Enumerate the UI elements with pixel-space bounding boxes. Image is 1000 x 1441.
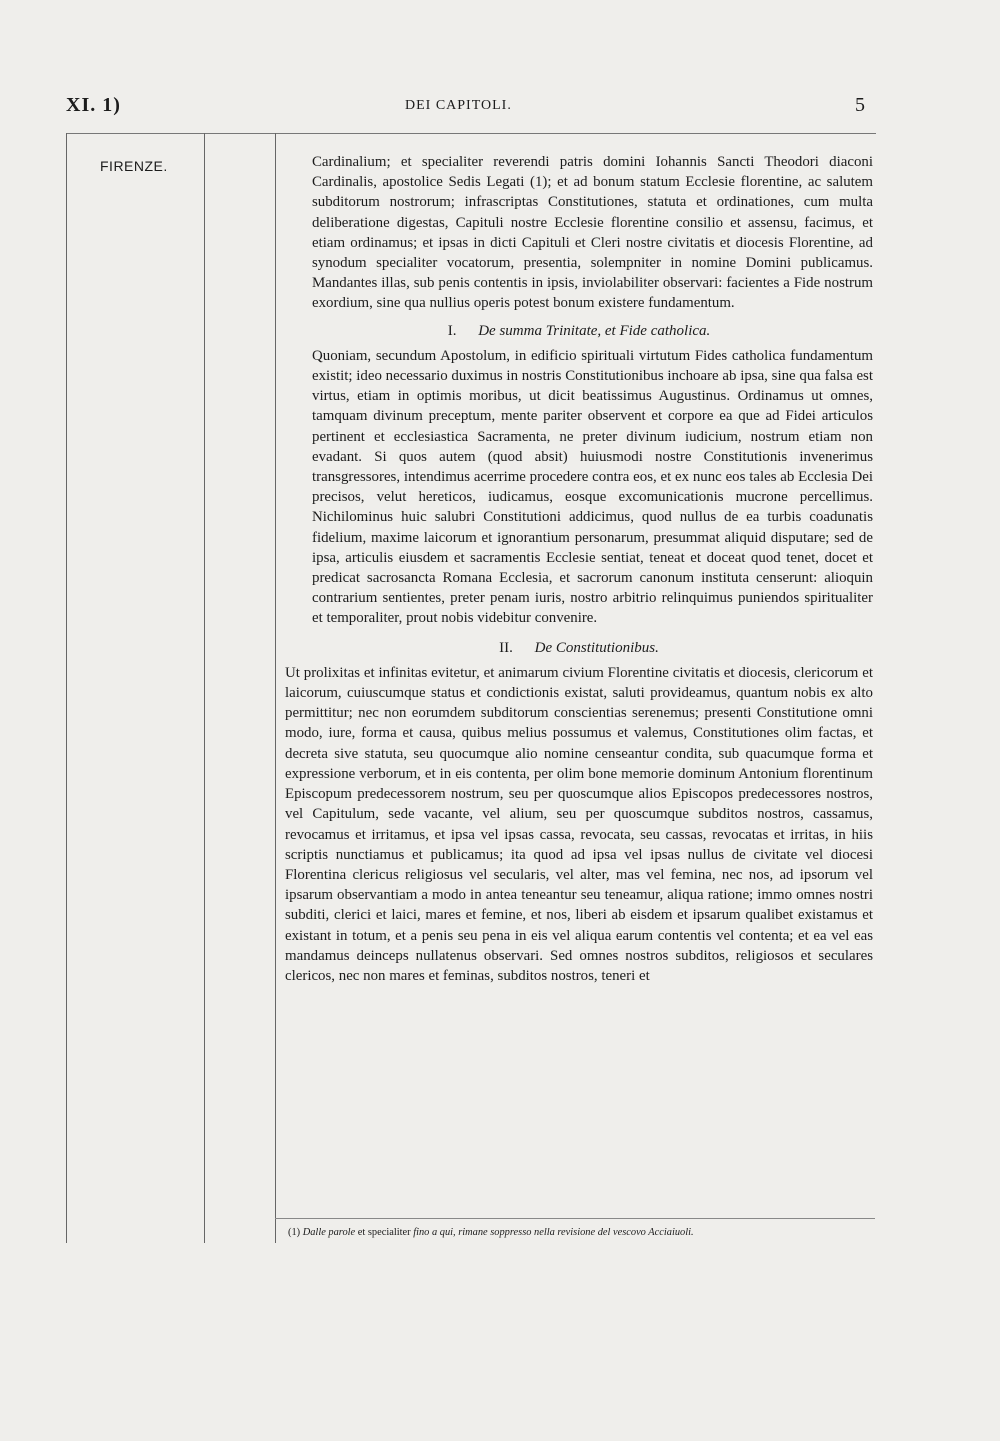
footnote-marker: (1) [288, 1227, 301, 1238]
section-title-1: De summa Trinitate, et Fide catholica. [478, 322, 711, 339]
paragraph-1: Cardinalium; et specialiter reverendi patris domini Iohannis Sancti Theodori diaconi Cardinalis, apostolice Sedis Legati (1); et ad bonum statum Ecclesie florentine, ac salutem subditorum nostrorum; infrascriptas Constitutiones, statuta et ordinationes, cum multa deliberatione digestas, Capituli nostre Ecclesie florentine consilio et assensu, facimus, et etiam ordinamus; et ipsas in dicti Capituli et Cleri nostre civitatis et diocesis Florentine, ad synodum specialiter vocatorum, presentia, solempniter in nomine Domini publicamus. Mandantes illas, sub penis contentis in ipsis, inviolabiliter observari: facientes a Fide nostrum exordium, sine qua nullius operis potest bonum existere fundamentum. [312, 154, 873, 312]
paragraph-2: Quoniam, secundum Apostolum, in edificio spirituali virtutum Fides catholica fundamentum existit; ideo necessario duximus in nostris Constitutionibus inchoare ab ipsa, sine qua falsa est virtus, etiam in optimis moribus, ut dicit beatissimus Augustinus. Ordinamus ut omnes, tamquam divinum preceptum, mente pariter observent et corpore ea que ad Fidei articulos pertinent et ecclesiastica Sacramenta, ne preter divinum iudicium, nostrum etiam non evadant. Si quos autem (quod absit) huiusmodi nostre Constitutionis invenerimus transgressores, intendimus acerrime procedere contra eos, et ex nunc eos tales ab Ecclesia Dei precisos, velut hereticos, iudicamus, eosque excomunicationis mucrone percellimus. Nichilominus huic salubri Constitutioni addicimus, quod nullus de ea turbis coadunatis fidelium, maxime laicorum et ignorantium personarum, presummat aliquid disputare; sed de ipsa, articulis eiusdem et sacramentis Ecclesie sentiat, teneat et doceat quod tenet, docet et predicat sacrosancta Romana Ecclesia, et sacrorum canonum instituta censerunt: alioquin contrarium sentientes, preter penam iuris, nostro arbitrio relinquimus puniendos spiritualiter et temporaliter, prout nobis videbitur convenire. [312, 347, 873, 627]
footnote-text-a: Dalle parole [302, 1227, 356, 1238]
margin-line-inner [275, 133, 276, 1243]
margin-line-outer [66, 133, 67, 1243]
chapter-reference: XI. 1) [66, 94, 121, 116]
footnote-text-b: et specialiter [357, 1227, 411, 1238]
section-title-2: De Constitutionibus. [534, 639, 659, 656]
running-title: DEI CAPITOLI. [405, 98, 512, 113]
paragraph-3-lead: Ut [285, 664, 300, 681]
section-heading-2 [285, 638, 873, 658]
header-rule [66, 133, 876, 134]
section-heading-1 [285, 321, 873, 341]
page-number: 5 [855, 94, 865, 116]
page-header [0, 94, 1000, 124]
section-number-2: II. [499, 639, 513, 656]
main-text [285, 152, 873, 986]
section-number-1: I. [447, 322, 457, 339]
paragraph-3-text: prolixitas et infinitas evitetur, et animarum civium Florentine civitatis et diocesis, clericorum et laicorum, cuiuscumque status et condictionis existat, saluti provideamus, quantum nobis ex alto permittitur; nec non eorumdem subditorum conscientias serenemus; presenti Constitutione omni modo, iure, forma et causa, quibus melius possumus et valemus, Constitutiones olim factas, et decreta sive statuta, seu quocumque alio nomine censeantur condita, sub quacumque forma et expressione verborum, et in eis contenta, per olim bone memorie dominum Antonium florentinum Episcopum predecessorem nostrum, seu per quoscumque alios Episcopos predecessores nostros, vel Capitulum, sede vacante, vel alium, seu per quoscumque subditos nostros, cassamus, revocamus et irritamus, et ipsa vel ipsas cassa, revocata, seu cassas, revocatas et irritas, in hiis scriptis nunctiamus et publicamus; ita quod ad ipsa vel ipsas nullus de civitate vel diocesi Florentina clericus religiosus vel secularis, vel alter, mas vel femina, nec nos, ad ipsorum vel ipsarum observantiam a modo in antea teneantur seu teneamur, aliqua ratione; immo omnes nostri subditi, clerici et laici, mares et femine, et nos, liberi ab eisdem et ipsarum qualibet existamus et existant in totum, et a penis seu pena in eis vel aliqua earum contentis vel contenta; et ea vel eas mandamus deinceps nullatenus observari. Sed omnes nostros subditos, religiosos et seculares clericos, nec non mares et feminas, subditos nostros, teneri et [285, 664, 873, 984]
paragraph-3 [285, 663, 873, 986]
place-label: FIRENZE. [100, 158, 168, 174]
margin-line-middle [204, 133, 205, 1243]
footnote [288, 1227, 873, 1238]
footnote-rule [275, 1218, 875, 1219]
footnote-text-c: fino a qui, rimane soppresso nella revisione del vescovo Acciaiuoli. [413, 1227, 694, 1238]
